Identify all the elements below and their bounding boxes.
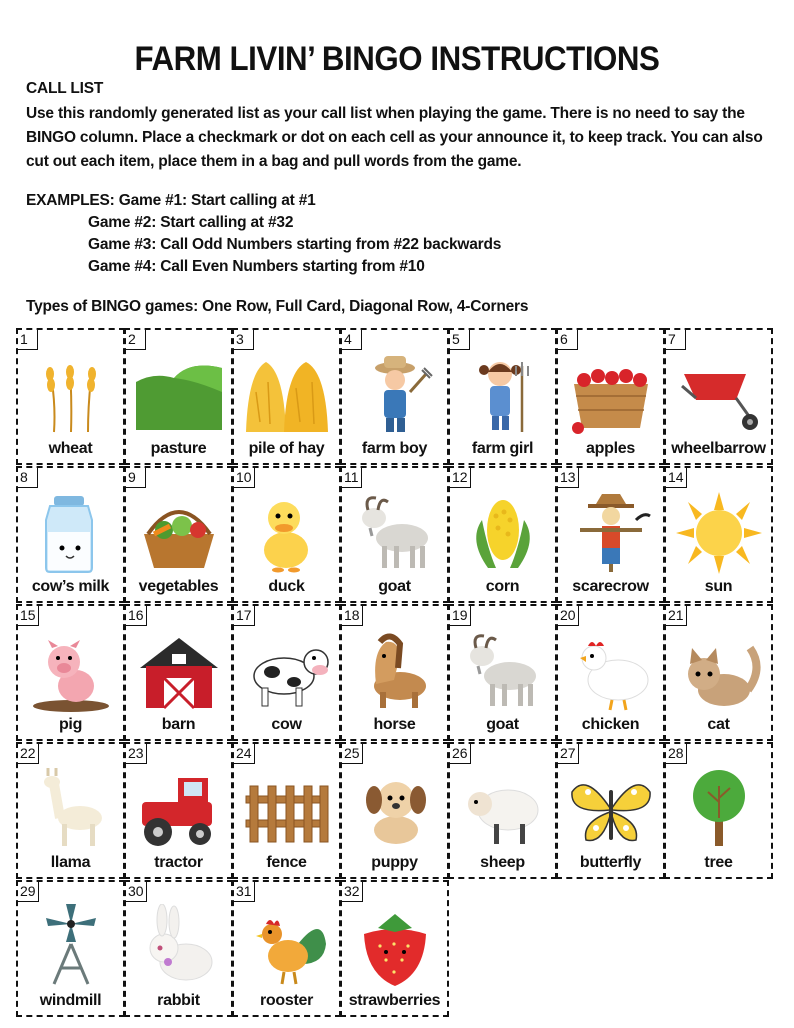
wheat-icon: [26, 352, 116, 436]
bingo-cell: [124, 328, 233, 465]
examples-block: [26, 190, 501, 278]
cell-label: rabbit: [157, 992, 200, 1009]
bingo-cell: [232, 328, 341, 465]
bingo-cell: [340, 604, 449, 741]
cell-label: barn: [161, 716, 196, 733]
cell-number: 8: [18, 468, 38, 488]
cell-label: apples: [586, 440, 635, 457]
cell-label: tree: [704, 854, 733, 871]
bingo-cell: [556, 328, 665, 465]
chicken-icon: [566, 628, 656, 712]
cell-number: 22: [18, 744, 39, 764]
windmill-icon: [26, 904, 116, 988]
cell-number: 4: [342, 330, 362, 350]
cell-number: 17: [234, 606, 255, 626]
cell-number: 19: [450, 606, 471, 626]
cell-label: corn: [485, 578, 520, 595]
page-title: FARM LIVIN’ BINGO INSTRUCTIONS: [134, 40, 660, 78]
vegetables-icon: [134, 490, 224, 574]
wheelbarrow-icon: [674, 352, 764, 436]
bingo-cell: [16, 880, 125, 1017]
bingo-cell: [16, 328, 125, 465]
horse-icon: [350, 628, 440, 712]
pig-icon: [26, 628, 116, 712]
cell-label: farm girl: [471, 440, 534, 457]
bingo-cell: [124, 466, 233, 603]
bingo-call-grid: [16, 328, 774, 1018]
bingo-cell: [448, 328, 557, 465]
cell-label: cow’s milk: [31, 578, 110, 595]
tractor-icon: [134, 766, 224, 850]
cell-label: duck: [268, 578, 305, 595]
cell-label: sheep: [480, 854, 525, 871]
example-line-1: EXAMPLES: Game #1: Start calling at #1: [26, 192, 316, 209]
rooster-icon: [242, 904, 332, 988]
bingo-cell: [340, 466, 449, 603]
cell-label: cow: [271, 716, 302, 733]
cell-number: 12: [450, 468, 471, 488]
cell-label: cat: [707, 716, 730, 733]
cell-number: 23: [126, 744, 147, 764]
bingo-cell: [124, 742, 233, 879]
cell-number: 16: [126, 606, 147, 626]
llama-icon: [26, 766, 116, 850]
tree-icon: [674, 766, 764, 850]
cell-label: pile of hay: [248, 440, 325, 457]
cell-number: 3: [234, 330, 254, 350]
cat-icon: [674, 628, 764, 712]
cell-number: 9: [126, 468, 146, 488]
bingo-cell: [556, 742, 665, 879]
cell-label: scarecrow: [572, 578, 649, 595]
corn-icon: [458, 490, 548, 574]
bingo-cell: [448, 604, 557, 741]
cell-number: 32: [342, 882, 363, 902]
bingo-cell: [664, 328, 773, 465]
cell-number: 14: [666, 468, 687, 488]
cell-number: 30: [126, 882, 147, 902]
cell-number: 21: [666, 606, 687, 626]
cell-label: farm boy: [361, 440, 428, 457]
bingo-cell: [16, 466, 125, 603]
cell-number: 25: [342, 744, 363, 764]
cell-number: 11: [342, 468, 362, 488]
cell-label: goat: [378, 578, 411, 595]
bingo-cell: [124, 880, 233, 1017]
bingo-cell: [340, 880, 449, 1017]
farm-girl-icon: [458, 352, 548, 436]
cell-label: wheelbarrow: [671, 440, 766, 457]
cell-number: 7: [666, 330, 686, 350]
milk-icon: [26, 490, 116, 574]
bingo-cell: [664, 466, 773, 603]
bingo-cell: [664, 742, 773, 879]
fence-icon: [242, 766, 332, 850]
cell-label: rooster: [259, 992, 314, 1009]
cell-label: vegetables: [138, 578, 219, 595]
cell-label: sun: [704, 578, 733, 595]
farm-boy-icon: [350, 352, 440, 436]
cell-label: pasture: [150, 440, 207, 457]
cell-number: 31: [234, 882, 255, 902]
example-line-3: Game #3: Call Odd Numbers starting from #22 backwards: [88, 236, 502, 253]
bingo-cell: [232, 742, 341, 879]
cell-label: wheat: [48, 440, 93, 457]
cell-number: 1: [18, 330, 38, 350]
cell-label: chicken: [581, 716, 640, 733]
game-types-text: Types of BINGO games: One Row, Full Card, Diagonal Row, 4-Corners: [26, 298, 529, 315]
cell-number: 28: [666, 744, 687, 764]
cell-label: fence: [266, 854, 307, 871]
example-line-2: Game #2: Start calling at #32: [88, 214, 294, 231]
hay-icon: [242, 352, 332, 436]
apples-icon: [566, 352, 656, 436]
barn-icon: [134, 628, 224, 712]
bingo-cell: [448, 742, 557, 879]
cell-label: puppy: [371, 854, 418, 871]
cell-number: 10: [234, 468, 255, 488]
bingo-cell: [556, 466, 665, 603]
cell-number: 20: [558, 606, 579, 626]
cell-number: 13: [558, 468, 579, 488]
bingo-cell: [556, 604, 665, 741]
cell-label: tractor: [154, 854, 203, 871]
strawberry-icon: [350, 904, 440, 988]
sheep-icon: [458, 766, 548, 850]
goat-icon: [458, 628, 548, 712]
goat-icon: [350, 490, 440, 574]
pasture-icon: [134, 352, 224, 436]
bingo-cell: [124, 604, 233, 741]
cell-number: 5: [450, 330, 470, 350]
cell-number: 2: [126, 330, 146, 350]
cell-number: 6: [558, 330, 578, 350]
cell-number: 18: [342, 606, 363, 626]
cell-number: 26: [450, 744, 471, 764]
sun-icon: [674, 490, 764, 574]
cell-label: butterfly: [579, 854, 642, 871]
bingo-cell: [664, 604, 773, 741]
puppy-icon: [350, 766, 440, 850]
cell-label: horse: [373, 716, 416, 733]
rabbit-icon: [134, 904, 224, 988]
bingo-cell: [16, 742, 125, 879]
cell-label: goat: [486, 716, 519, 733]
bingo-cell: [232, 604, 341, 741]
cell-label: llama: [50, 854, 91, 871]
cell-label: pig: [58, 716, 83, 733]
cow-icon: [242, 628, 332, 712]
bingo-cell: [340, 742, 449, 879]
scarecrow-icon: [566, 490, 656, 574]
duck-icon: [242, 490, 332, 574]
bingo-cell: [340, 328, 449, 465]
bingo-cell: [232, 466, 341, 603]
bingo-cell: [232, 880, 341, 1017]
cell-number: 24: [234, 744, 255, 764]
intro-text: Use this randomly generated list as your call list when playing the game. There is no need to say the BINGO column. Place a checkmark or dot on each cell as your announce it, to keep track. You can also cut out each item, place them in a bag and pull words from the game.: [26, 105, 763, 170]
bingo-cell: [16, 604, 125, 741]
cell-number: 29: [18, 882, 39, 902]
cell-label: windmill: [39, 992, 102, 1009]
cell-number: 15: [18, 606, 39, 626]
bingo-cell: [448, 466, 557, 603]
call-list-heading: CALL LIST: [26, 80, 104, 97]
cell-label: strawberries: [348, 992, 441, 1009]
cell-number: 27: [558, 744, 579, 764]
example-line-4: Game #4: Call Even Numbers starting from #10: [88, 258, 425, 275]
butterfly-icon: [566, 766, 656, 850]
